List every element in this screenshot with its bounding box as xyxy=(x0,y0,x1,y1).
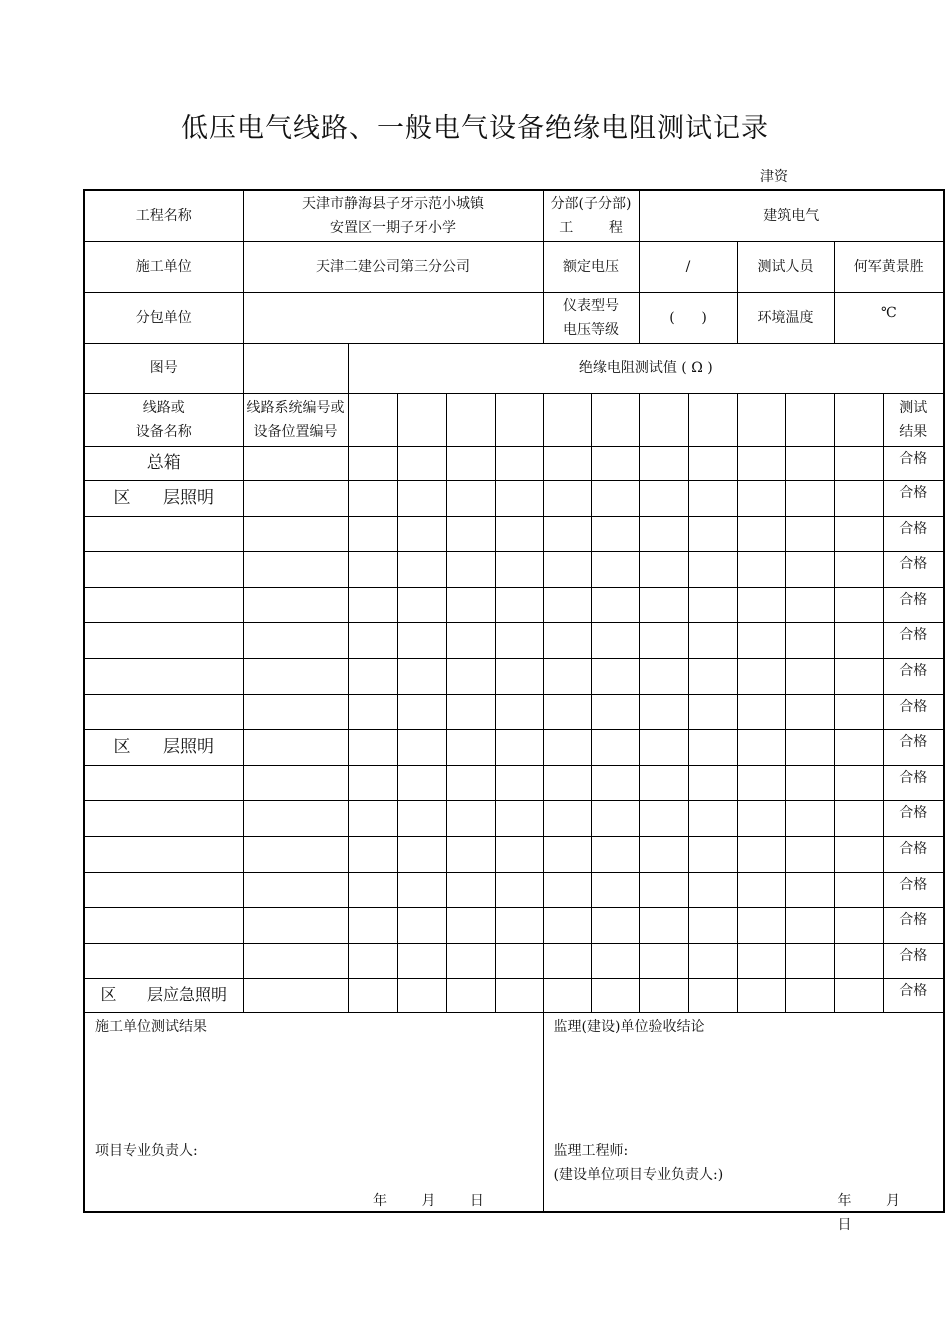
footer-row xyxy=(84,1012,944,1212)
measure-cell[interactable] xyxy=(446,800,495,836)
measure-col-1 xyxy=(348,393,397,446)
system-no-cell[interactable] xyxy=(243,943,348,978)
meter-label xyxy=(543,292,639,343)
measure-cell[interactable] xyxy=(397,836,446,872)
measure-cell[interactable] xyxy=(591,694,639,729)
subdivision-label xyxy=(543,190,639,241)
measure-cell[interactable] xyxy=(785,978,834,1012)
measure-cell[interactable] xyxy=(639,872,688,907)
measure-cell[interactable] xyxy=(446,765,495,800)
measure-cell[interactable] xyxy=(446,978,495,1012)
measure-cell[interactable] xyxy=(348,836,397,872)
measure-cell[interactable] xyxy=(446,658,495,694)
measure-cell[interactable] xyxy=(446,836,495,872)
contractor-sign-label: 项目专业负责人: xyxy=(95,1142,198,1159)
measure-cell[interactable] xyxy=(397,978,446,1012)
table-row xyxy=(84,622,944,658)
measure-cell[interactable] xyxy=(495,800,543,836)
measure-cell[interactable] xyxy=(834,516,883,551)
measure-cell[interactable] xyxy=(591,907,639,943)
measure-cell[interactable] xyxy=(348,446,397,480)
measure-cell[interactable] xyxy=(591,872,639,907)
measure-cell[interactable] xyxy=(737,658,785,694)
col-result-line2: 结果 xyxy=(899,423,928,440)
measure-cell[interactable] xyxy=(639,516,688,551)
result-cell[interactable]: 合格 xyxy=(883,694,944,729)
measure-cell[interactable] xyxy=(348,872,397,907)
measure-cell[interactable] xyxy=(785,622,834,658)
measure-cell[interactable] xyxy=(639,480,688,516)
measure-cell[interactable] xyxy=(591,480,639,516)
measure-cell[interactable] xyxy=(446,551,495,587)
measure-cell[interactable] xyxy=(785,446,834,480)
measure-col-8 xyxy=(688,393,737,446)
measure-cell[interactable] xyxy=(737,872,785,907)
measure-col-9 xyxy=(737,393,785,446)
result-cell[interactable]: 合格 xyxy=(883,622,944,658)
measure-cell[interactable] xyxy=(785,872,834,907)
measure-cell[interactable] xyxy=(688,872,737,907)
measure-cell[interactable] xyxy=(543,480,591,516)
line-name-cell[interactable] xyxy=(84,800,243,836)
measure-cell[interactable] xyxy=(397,943,446,978)
line-name-cell[interactable] xyxy=(84,658,243,694)
table-row xyxy=(84,516,944,551)
measure-cell[interactable] xyxy=(495,446,543,480)
measure-cell[interactable] xyxy=(737,978,785,1012)
system-no-cell[interactable] xyxy=(243,551,348,587)
col-line-name xyxy=(84,393,243,446)
measure-cell[interactable] xyxy=(543,729,591,765)
measure-cell[interactable] xyxy=(495,729,543,765)
table-row xyxy=(84,836,944,872)
meter-label-line1: 仪表型号 xyxy=(563,297,620,314)
measure-cell[interactable] xyxy=(834,551,883,587)
measure-cell[interactable] xyxy=(348,907,397,943)
measure-col-5 xyxy=(543,393,591,446)
system-no-cell[interactable] xyxy=(243,622,348,658)
measure-cell[interactable] xyxy=(785,943,834,978)
line-name-cell[interactable] xyxy=(84,551,243,587)
measure-cell[interactable] xyxy=(834,907,883,943)
system-no-cell[interactable] xyxy=(243,658,348,694)
measure-cell[interactable] xyxy=(446,480,495,516)
supervisor-sign-label: 监理工程师: xyxy=(553,1142,629,1159)
measure-cell[interactable] xyxy=(688,622,737,658)
table-row xyxy=(84,658,944,694)
measure-cell[interactable] xyxy=(639,551,688,587)
measure-cell[interactable] xyxy=(785,480,834,516)
measure-cell[interactable] xyxy=(785,836,834,872)
supervisor-result-title: 监理(建设)单位验收结论 xyxy=(553,1018,705,1035)
line-name-cell[interactable] xyxy=(84,872,243,907)
meter-label-line2: 电压等级 xyxy=(563,321,620,338)
measure-cell[interactable] xyxy=(397,446,446,480)
measure-cell[interactable] xyxy=(495,765,543,800)
measure-cell[interactable] xyxy=(834,800,883,836)
rated-voltage-label: 额定电压 xyxy=(543,241,639,292)
measure-cell[interactable] xyxy=(591,516,639,551)
subdivision-label-line1: 分部(子分部) xyxy=(550,195,632,212)
measure-header: 绝缘电阻测试值 ( Ω ) xyxy=(348,343,944,393)
form-title: 低压电气线路、一般电气设备绝缘电阻测试记录 xyxy=(181,113,769,144)
measure-cell[interactable] xyxy=(688,907,737,943)
measure-col-4 xyxy=(495,393,543,446)
measure-cell[interactable] xyxy=(785,658,834,694)
supervisor-date: 年 月 日 xyxy=(837,1192,900,1233)
line-name-cell[interactable] xyxy=(84,907,243,943)
project-name-line2: 安置区一期子牙小学 xyxy=(330,219,457,236)
line-name-cell[interactable] xyxy=(84,694,243,729)
tester-label: 测试人员 xyxy=(737,241,834,292)
measure-cell[interactable] xyxy=(446,943,495,978)
line-name-cell[interactable] xyxy=(84,587,243,622)
measure-cell[interactable] xyxy=(834,480,883,516)
measure-cell[interactable] xyxy=(834,729,883,765)
measure-col-11 xyxy=(834,393,883,446)
measure-cell[interactable] xyxy=(688,516,737,551)
measure-cell[interactable] xyxy=(591,446,639,480)
tester-value[interactable]: 何军黄景胜 xyxy=(834,241,944,292)
system-no-cell[interactable] xyxy=(243,907,348,943)
result-cell[interactable]: 合格 xyxy=(883,587,944,622)
measure-cell[interactable] xyxy=(737,765,785,800)
measure-col-2 xyxy=(397,393,446,446)
measure-col-3 xyxy=(446,393,495,446)
measure-cell[interactable] xyxy=(543,446,591,480)
measure-cell[interactable] xyxy=(834,872,883,907)
owner-sign-label: (建设单位项目专业负责人:) xyxy=(553,1166,724,1183)
measure-cell[interactable] xyxy=(348,694,397,729)
measure-col-7 xyxy=(639,393,688,446)
measure-cell[interactable] xyxy=(591,978,639,1012)
measure-col-6 xyxy=(591,393,639,446)
measure-cell[interactable] xyxy=(397,765,446,800)
measure-cell[interactable] xyxy=(397,551,446,587)
drawing-label: 图号 xyxy=(84,343,243,393)
measure-cell[interactable] xyxy=(543,622,591,658)
measure-cell[interactable] xyxy=(688,551,737,587)
measure-cell[interactable] xyxy=(688,587,737,622)
system-no-cell[interactable] xyxy=(243,446,348,480)
measure-cell[interactable] xyxy=(397,729,446,765)
measure-cell[interactable] xyxy=(688,800,737,836)
subdivision-label-line2: 工 程 xyxy=(559,219,623,236)
measure-cell[interactable] xyxy=(639,587,688,622)
result-cell[interactable]: 合格 xyxy=(883,446,944,480)
measure-cell[interactable] xyxy=(348,800,397,836)
col-line-name-line2: 设备名称 xyxy=(135,423,192,440)
contractor-result-section[interactable] xyxy=(84,1012,543,1212)
measure-cell[interactable] xyxy=(785,516,834,551)
measure-cell[interactable] xyxy=(348,765,397,800)
contractor-label: 施工单位 xyxy=(84,241,243,292)
table-row xyxy=(84,446,944,480)
measure-cell[interactable] xyxy=(834,978,883,1012)
measure-cell[interactable] xyxy=(591,836,639,872)
measure-cell[interactable] xyxy=(397,872,446,907)
system-no-cell[interactable] xyxy=(243,729,348,765)
measure-cell[interactable] xyxy=(639,943,688,978)
result-cell[interactable]: 合格 xyxy=(883,516,944,551)
measure-cell[interactable] xyxy=(348,658,397,694)
result-cell[interactable]: 合格 xyxy=(883,978,944,1012)
measure-cell[interactable] xyxy=(737,694,785,729)
supervisor-result-section[interactable] xyxy=(543,1012,944,1233)
line-name-cell[interactable] xyxy=(84,836,243,872)
measure-cell[interactable] xyxy=(348,480,397,516)
measure-cell[interactable] xyxy=(834,694,883,729)
line-name-cell[interactable] xyxy=(84,765,243,800)
result-cell[interactable]: 合格 xyxy=(883,907,944,943)
measure-cell[interactable] xyxy=(688,694,737,729)
measure-cell[interactable] xyxy=(446,622,495,658)
contractor-value[interactable]: 天津二建公司第三分公司 xyxy=(243,241,543,292)
subdivision-value[interactable]: 建筑电气 xyxy=(639,190,944,241)
col-result xyxy=(883,393,944,446)
project-name-value[interactable] xyxy=(243,190,543,241)
measure-cell[interactable] xyxy=(495,587,543,622)
measure-cell[interactable] xyxy=(639,836,688,872)
measure-cell[interactable] xyxy=(688,836,737,872)
measure-cell[interactable] xyxy=(591,622,639,658)
rated-voltage-value[interactable]: / xyxy=(639,241,737,292)
result-cell[interactable]: 合格 xyxy=(883,729,944,765)
measure-cell[interactable] xyxy=(834,446,883,480)
measure-cell[interactable] xyxy=(543,978,591,1012)
system-no-cell[interactable] xyxy=(243,800,348,836)
result-cell[interactable]: 合格 xyxy=(883,765,944,800)
measure-cell[interactable] xyxy=(495,516,543,551)
measure-cell[interactable] xyxy=(446,907,495,943)
measure-cell[interactable] xyxy=(688,765,737,800)
measure-cell[interactable] xyxy=(591,551,639,587)
measure-cell[interactable] xyxy=(737,943,785,978)
measure-cell[interactable] xyxy=(785,694,834,729)
measure-cell[interactable] xyxy=(495,907,543,943)
system-no-cell[interactable] xyxy=(243,836,348,872)
measure-cell[interactable] xyxy=(688,480,737,516)
measure-cell[interactable] xyxy=(639,907,688,943)
measure-cell[interactable] xyxy=(785,587,834,622)
measure-cell[interactable] xyxy=(348,978,397,1012)
result-cell[interactable]: 合格 xyxy=(883,872,944,907)
measure-cell[interactable] xyxy=(397,587,446,622)
measure-cell[interactable] xyxy=(591,800,639,836)
measure-cell[interactable] xyxy=(639,658,688,694)
measure-cell[interactable] xyxy=(639,765,688,800)
project-name-line1: 天津市静海县子牙示范小城镇 xyxy=(302,195,485,212)
table-row xyxy=(84,480,944,516)
measure-cell[interactable] xyxy=(834,943,883,978)
system-no-cell[interactable] xyxy=(243,872,348,907)
measure-cell[interactable] xyxy=(737,551,785,587)
system-no-cell[interactable] xyxy=(243,978,348,1012)
measure-cell[interactable] xyxy=(446,872,495,907)
measure-cell[interactable] xyxy=(737,836,785,872)
result-cell[interactable]: 合格 xyxy=(883,480,944,516)
measure-cell[interactable] xyxy=(737,907,785,943)
table-row xyxy=(84,978,944,1012)
measure-cell[interactable] xyxy=(543,907,591,943)
measure-cell[interactable] xyxy=(543,516,591,551)
measure-cell[interactable] xyxy=(495,943,543,978)
measure-cell[interactable] xyxy=(543,872,591,907)
measure-cell[interactable] xyxy=(495,622,543,658)
measure-cell[interactable] xyxy=(495,694,543,729)
measure-cell[interactable] xyxy=(688,729,737,765)
system-no-cell[interactable] xyxy=(243,694,348,729)
measure-cell[interactable] xyxy=(397,516,446,551)
measure-cell[interactable] xyxy=(397,907,446,943)
drawing-value[interactable] xyxy=(243,343,348,393)
measure-cell[interactable] xyxy=(591,943,639,978)
measure-cell[interactable] xyxy=(834,836,883,872)
measure-cell[interactable] xyxy=(397,694,446,729)
measure-cell[interactable] xyxy=(639,729,688,765)
temp-label: 环境温度 xyxy=(737,292,834,343)
measure-cell[interactable] xyxy=(348,551,397,587)
measure-cell[interactable] xyxy=(543,551,591,587)
measure-cell[interactable] xyxy=(495,658,543,694)
measure-cell[interactable] xyxy=(348,622,397,658)
system-no-cell[interactable] xyxy=(243,765,348,800)
meter-value[interactable]: ( ) xyxy=(639,292,737,343)
measure-cell[interactable] xyxy=(591,729,639,765)
measure-cell[interactable] xyxy=(446,587,495,622)
measure-cell[interactable] xyxy=(543,587,591,622)
measure-cell[interactable] xyxy=(639,694,688,729)
measure-cell[interactable] xyxy=(737,729,785,765)
measure-cell[interactable] xyxy=(543,765,591,800)
measure-cell[interactable] xyxy=(591,587,639,622)
table-row xyxy=(84,872,944,907)
measure-cell[interactable] xyxy=(495,480,543,516)
measure-cell[interactable] xyxy=(348,943,397,978)
table-row xyxy=(84,907,944,943)
measure-cell[interactable] xyxy=(688,446,737,480)
line-name-cell[interactable]: 区 层照明 xyxy=(84,480,243,516)
system-no-cell[interactable] xyxy=(243,516,348,551)
table-row xyxy=(84,943,944,978)
measure-cell[interactable] xyxy=(397,800,446,836)
measure-cell[interactable] xyxy=(737,446,785,480)
measure-cell[interactable] xyxy=(737,800,785,836)
contractor-date: 年 月 日 xyxy=(373,1192,484,1209)
table-row xyxy=(84,765,944,800)
measure-cell[interactable] xyxy=(688,978,737,1012)
measure-cell[interactable] xyxy=(834,765,883,800)
measure-cell[interactable] xyxy=(737,622,785,658)
measure-cell[interactable] xyxy=(397,480,446,516)
measure-cell[interactable] xyxy=(737,587,785,622)
line-name-cell[interactable]: 区 层照明 xyxy=(84,729,243,765)
col-system-no-line1: 线路系统编号或 xyxy=(246,399,345,416)
measure-cell[interactable] xyxy=(543,694,591,729)
measure-cell[interactable] xyxy=(495,551,543,587)
table-row xyxy=(84,729,944,765)
line-name-cell[interactable]: 区 层应急照明 xyxy=(84,978,243,1012)
measure-cell[interactable] xyxy=(737,516,785,551)
measure-cell[interactable] xyxy=(785,907,834,943)
measure-cell[interactable] xyxy=(543,658,591,694)
measure-cell[interactable] xyxy=(495,978,543,1012)
col-system-no-line2: 设备位置编号 xyxy=(253,423,338,440)
measure-cell[interactable] xyxy=(834,587,883,622)
line-name-cell[interactable] xyxy=(84,622,243,658)
insulation-test-form xyxy=(83,189,945,1233)
measure-cell[interactable] xyxy=(543,800,591,836)
measure-cell[interactable] xyxy=(639,622,688,658)
measure-cell[interactable] xyxy=(348,729,397,765)
measure-cell[interactable] xyxy=(446,446,495,480)
project-name-label: 工程名称 xyxy=(84,190,243,241)
col-result-line1: 测试 xyxy=(899,399,928,416)
measure-cell[interactable] xyxy=(591,765,639,800)
measure-cell[interactable] xyxy=(543,836,591,872)
table-row xyxy=(84,694,944,729)
measure-cell[interactable] xyxy=(639,446,688,480)
measure-cell[interactable] xyxy=(688,943,737,978)
line-name-cell[interactable] xyxy=(84,943,243,978)
measure-cell[interactable] xyxy=(348,587,397,622)
table-row xyxy=(84,587,944,622)
measure-cell[interactable] xyxy=(397,622,446,658)
measure-cell[interactable] xyxy=(639,978,688,1012)
measure-cell[interactable] xyxy=(688,658,737,694)
measure-cell[interactable] xyxy=(785,729,834,765)
table-row xyxy=(84,551,944,587)
measure-cell[interactable] xyxy=(348,516,397,551)
line-name-cell[interactable] xyxy=(84,516,243,551)
result-cell[interactable]: 合格 xyxy=(883,551,944,587)
measure-cell[interactable] xyxy=(834,658,883,694)
result-cell[interactable]: 合格 xyxy=(883,658,944,694)
measure-cell[interactable] xyxy=(446,516,495,551)
result-cell[interactable]: 合格 xyxy=(883,800,944,836)
subcontractor-label: 分包单位 xyxy=(84,292,243,343)
measure-cell[interactable] xyxy=(446,694,495,729)
measure-cell[interactable] xyxy=(397,658,446,694)
contractor-result-title: 施工单位测试结果 xyxy=(95,1018,207,1035)
subcontractor-value[interactable] xyxy=(243,292,543,343)
document-code: 津资 xyxy=(760,169,788,185)
measure-cell[interactable] xyxy=(639,800,688,836)
col-line-name-line1: 线路或 xyxy=(142,399,185,416)
col-system-no xyxy=(243,393,348,446)
measure-col-10 xyxy=(785,393,834,446)
line-name-cell[interactable]: 总箱 xyxy=(84,446,243,480)
system-no-cell[interactable] xyxy=(243,480,348,516)
measure-cell[interactable] xyxy=(785,800,834,836)
measure-cell[interactable] xyxy=(737,480,785,516)
measure-cell[interactable] xyxy=(834,622,883,658)
measure-cell[interactable] xyxy=(495,836,543,872)
measure-cell[interactable] xyxy=(785,765,834,800)
measure-cell[interactable] xyxy=(785,551,834,587)
temp-value[interactable]: ℃ xyxy=(834,292,944,343)
result-cell[interactable]: 合格 xyxy=(883,943,944,978)
result-cell[interactable]: 合格 xyxy=(883,836,944,872)
measure-cell[interactable] xyxy=(495,872,543,907)
measure-cell[interactable] xyxy=(543,943,591,978)
measure-cell[interactable] xyxy=(591,658,639,694)
measure-cell[interactable] xyxy=(446,729,495,765)
table-row xyxy=(84,800,944,836)
system-no-cell[interactable] xyxy=(243,587,348,622)
